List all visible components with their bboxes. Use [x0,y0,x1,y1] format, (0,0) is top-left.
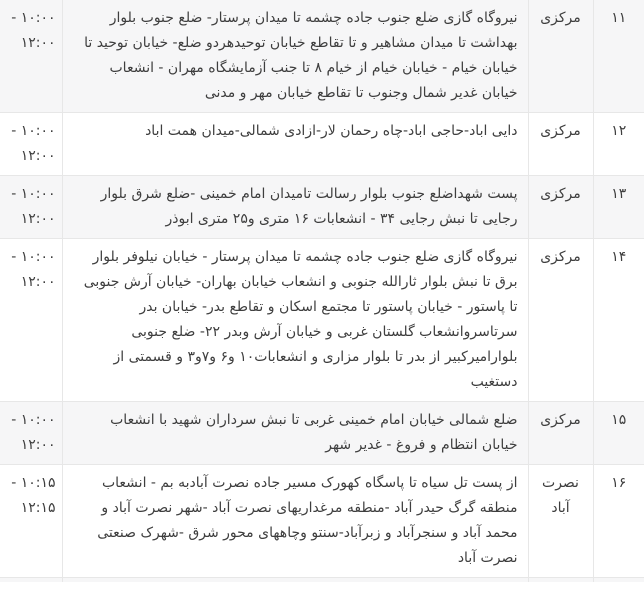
outage-time-cell: ۱۰:۱۵ - ۱۲:۱۵ [0,465,62,578]
region-cell: مرکزی [528,239,593,402]
region-cell: مرکزی [528,402,593,465]
outage-area-cell: دایی اباد-حاجی اباد-چاه رحمان لار-ازادی شمالی-میدان همت اباد [62,113,528,176]
row-number: ۱۱ [593,0,644,113]
row-number: ۱۴ [593,239,644,402]
outage-area-cell: پست شهداضلع جنوب بلوار رسالت تامیدان امام خمینی -ضلع شرق بلوار رجایی تا نبش رجایی ۳۴ - انشعابات ۱۶ متری و۲۵ متری ابوذر [62,176,528,239]
region-cell: نصرت آباد [528,465,593,578]
outage-time-cell: ۱۰:۰۰ - ۱۲:۰۰ [0,402,62,465]
outage-time-cell: ۱۰:۰۰ - ۱۲:۰۰ [0,0,62,113]
table-row [0,176,644,239]
table-row [0,113,644,176]
region-cell: مرکزی [528,113,593,176]
outage-time-cell: ۱۰:۰۰ - ۱۲:۰۰ [0,176,62,239]
outage-area-cell: ضلع شمالی خیابان امام خمینی غربی تا نبش سرداران شهید با انشعاب خیابان انتظام و فروغ - غدیر شهر [62,402,528,465]
row-number: ۱۵ [593,402,644,465]
table-row-partial [0,578,644,583]
outage-time-cell: ۱۰:۰۰ - ۱۲:۰۰ [0,239,62,402]
region-cell [528,578,593,583]
table-row [0,465,644,578]
row-number [593,578,644,583]
table-row [0,402,644,465]
table-row [0,239,644,402]
outage-area-cell: از پست تل سیاه تا پاسگاه کهورک مسیر جاده نصرت آبادبه بم - انشعاب منطقه گرگ حیدر آباد -منطقه مرغداریهای نصرت آباد -شهر نصرت آباد و محمد آباد و سنجرآباد و زبرآباد-سنتو وچاههای محور شرق -شهرک صنعتی نصرت آباد [62,465,528,578]
outage-time-cell: ۱۰:۰۰ - ۱۲:۰۰ [0,113,62,176]
region-cell: مرکزی [528,176,593,239]
outage-area-cell: نیروگاه گازی ضلع جنوب جاده چشمه تا میدان پرستار - خیابان نیلوفر بلوار برق تا نبش بلوار ثارالله جنوبی و انشعاب خیابان بهاران- خیابان آرش جنوبی تا پاستور - خیابان پاستور تا مجتمع اسکان و تقاطع بدر- خیابان بدر سرتاسروانشعاب گلستان غربی و خیابان آرش وبدر ۲۲- ضلع جنوبی بلوارامیرکبیر از بدر تا بلوار مزاری و انشعابات۱۰ و۶ و۷و۳ و قسمتی از دستغیب [62,239,528,402]
table-row [0,0,644,113]
outage-area-cell: نیروگاه گازی ضلع جنوب جاده چشمه تا میدان پرستار- ضلع جنوب بلوار بهداشت تا میدان مشاهیر و تا تقاطع خیابان توحیدهردو ضلع- خیابان توحید تا خیابان خیام - خیابان خیام از خیام ۸ تا جنب آزمایشگاه مهران - انشعاب خیابان غدیر شمال وجنوب تا تقاطع خیابان مهر و مدنی [62,0,528,113]
row-number: ۱۳ [593,176,644,239]
row-number: ۱۲ [593,113,644,176]
outage-area-cell [62,578,528,583]
row-number: ۱۶ [593,465,644,578]
outage-time-cell [0,578,62,583]
region-cell: مرکزی [528,0,593,113]
